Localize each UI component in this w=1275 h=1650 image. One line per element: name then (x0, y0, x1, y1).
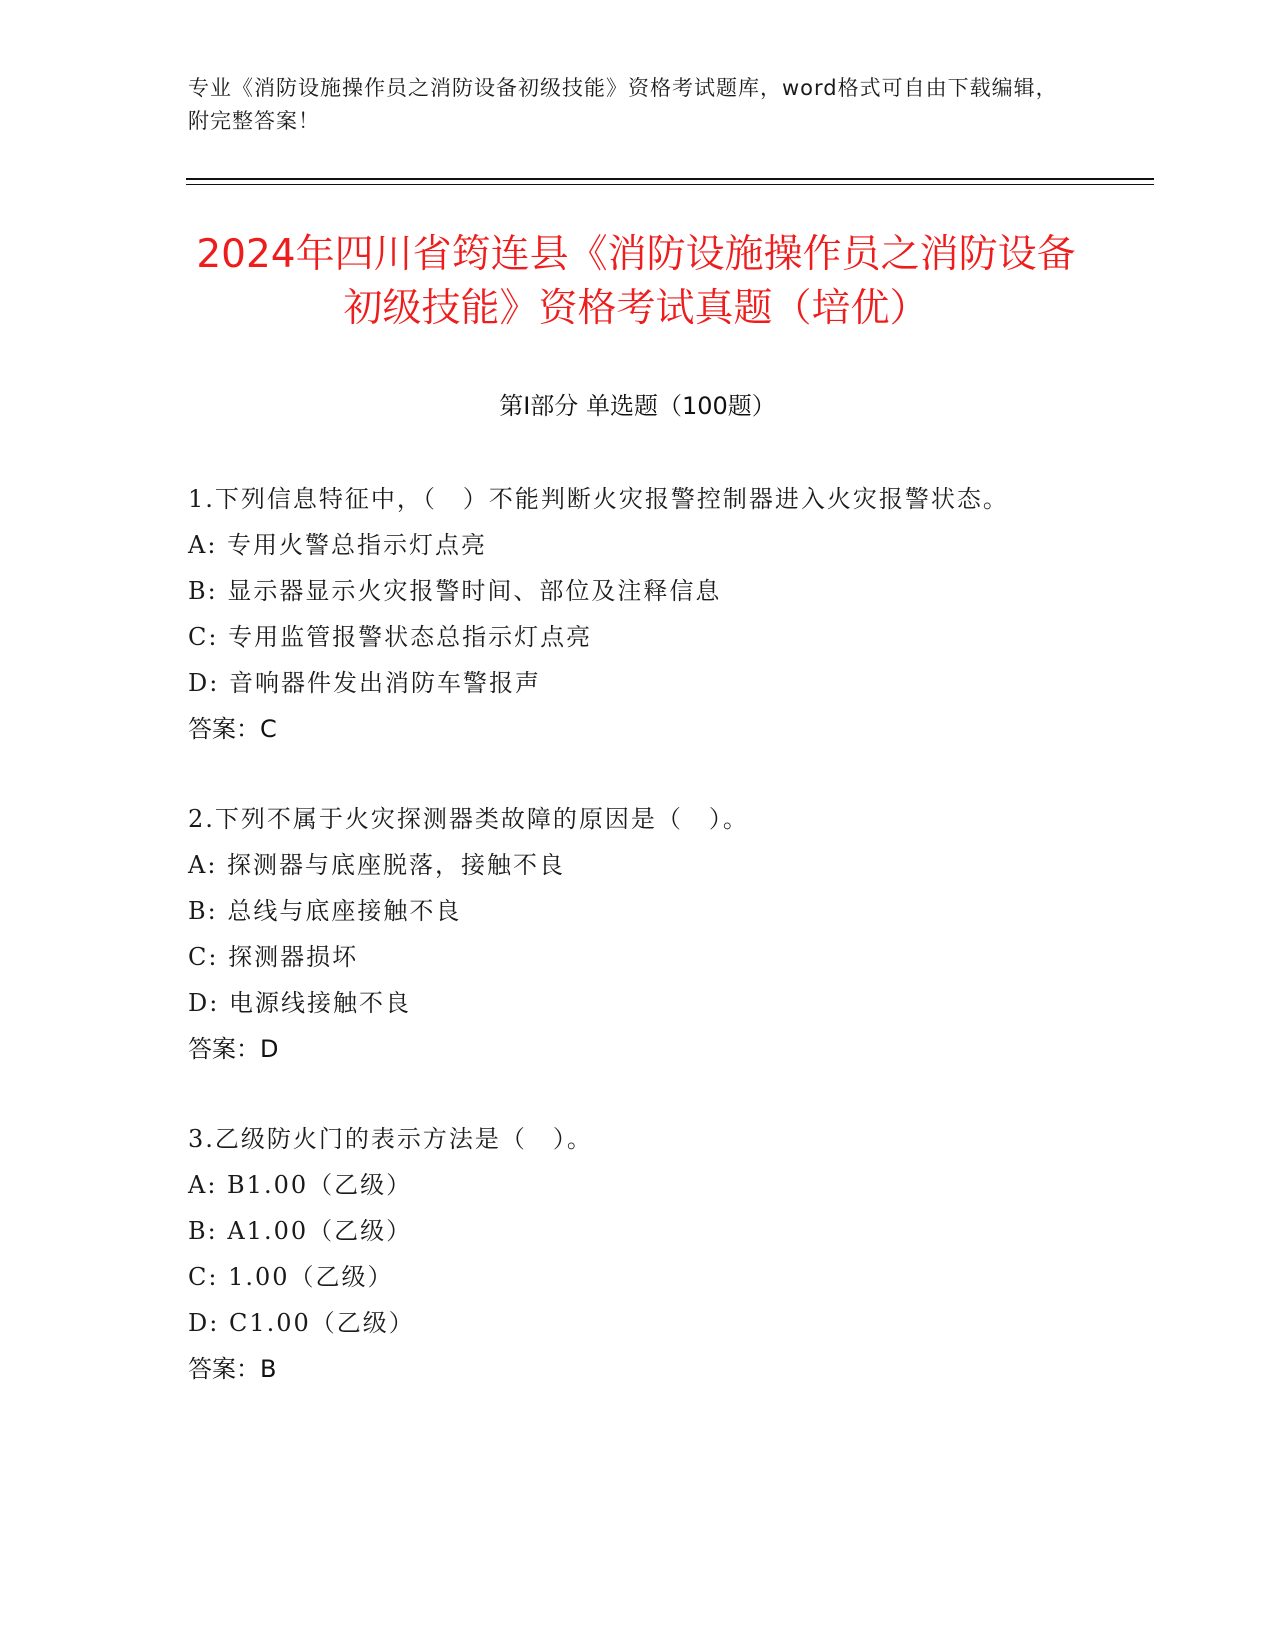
section-heading: 第Ⅰ部分 单选题（100题） (499, 392, 776, 420)
answer-line: 答案：D (188, 1035, 279, 1063)
option-b: B: 显示器显示火灾报警时间、部位及注释信息 (188, 577, 722, 605)
question-1 (188, 476, 1068, 752)
option-a: A: B1.00（乙级） (188, 1171, 413, 1199)
option-d: D: 电源线接触不良 (188, 989, 411, 1017)
option-d: D: 音响器件发出消防车警报声 (188, 669, 541, 697)
option-c: C: 探测器损坏 (188, 943, 359, 971)
question-2 (188, 796, 1068, 1072)
option-c: C: 1.00（乙级） (188, 1263, 394, 1291)
answer-line: 答案：C (188, 715, 277, 743)
option-d: D: C1.00（乙级） (188, 1309, 415, 1337)
question-stem: 2.下列不属于火灾探测器类故障的原因是（ ）。 (188, 805, 749, 833)
document-title: 2024年四川省筠连县《消防设施操作员之消防设备初级技能》资格考试真题（培优） (196, 232, 1076, 331)
answer-line: 答案：B (188, 1355, 277, 1383)
option-b: B: 总线与底座接触不良 (188, 897, 462, 925)
question-stem: 3.乙级防火门的表示方法是（ ）。 (188, 1125, 593, 1153)
option-b: B: A1.00（乙级） (188, 1217, 413, 1245)
question-3 (188, 1116, 1068, 1392)
option-c: C: 专用监管报警状态总指示灯点亮 (188, 623, 593, 651)
question-list (188, 476, 1068, 1436)
question-stem: 1.下列信息特征中，（ ）不能判断火灾报警控制器进入火灾报警状态。 (188, 485, 1009, 513)
header-divider-thin (186, 184, 1154, 185)
option-a: A: 探测器与底座脱落，接触不良 (188, 851, 566, 879)
header-note: 专业《消防设施操作员之消防设备初级技能》资格考试题库，word格式可自由下载编辑，附完整答案！ (188, 76, 1058, 133)
header-divider-thick (186, 178, 1154, 180)
option-a: A: 专用火警总指示灯点亮 (188, 531, 488, 559)
